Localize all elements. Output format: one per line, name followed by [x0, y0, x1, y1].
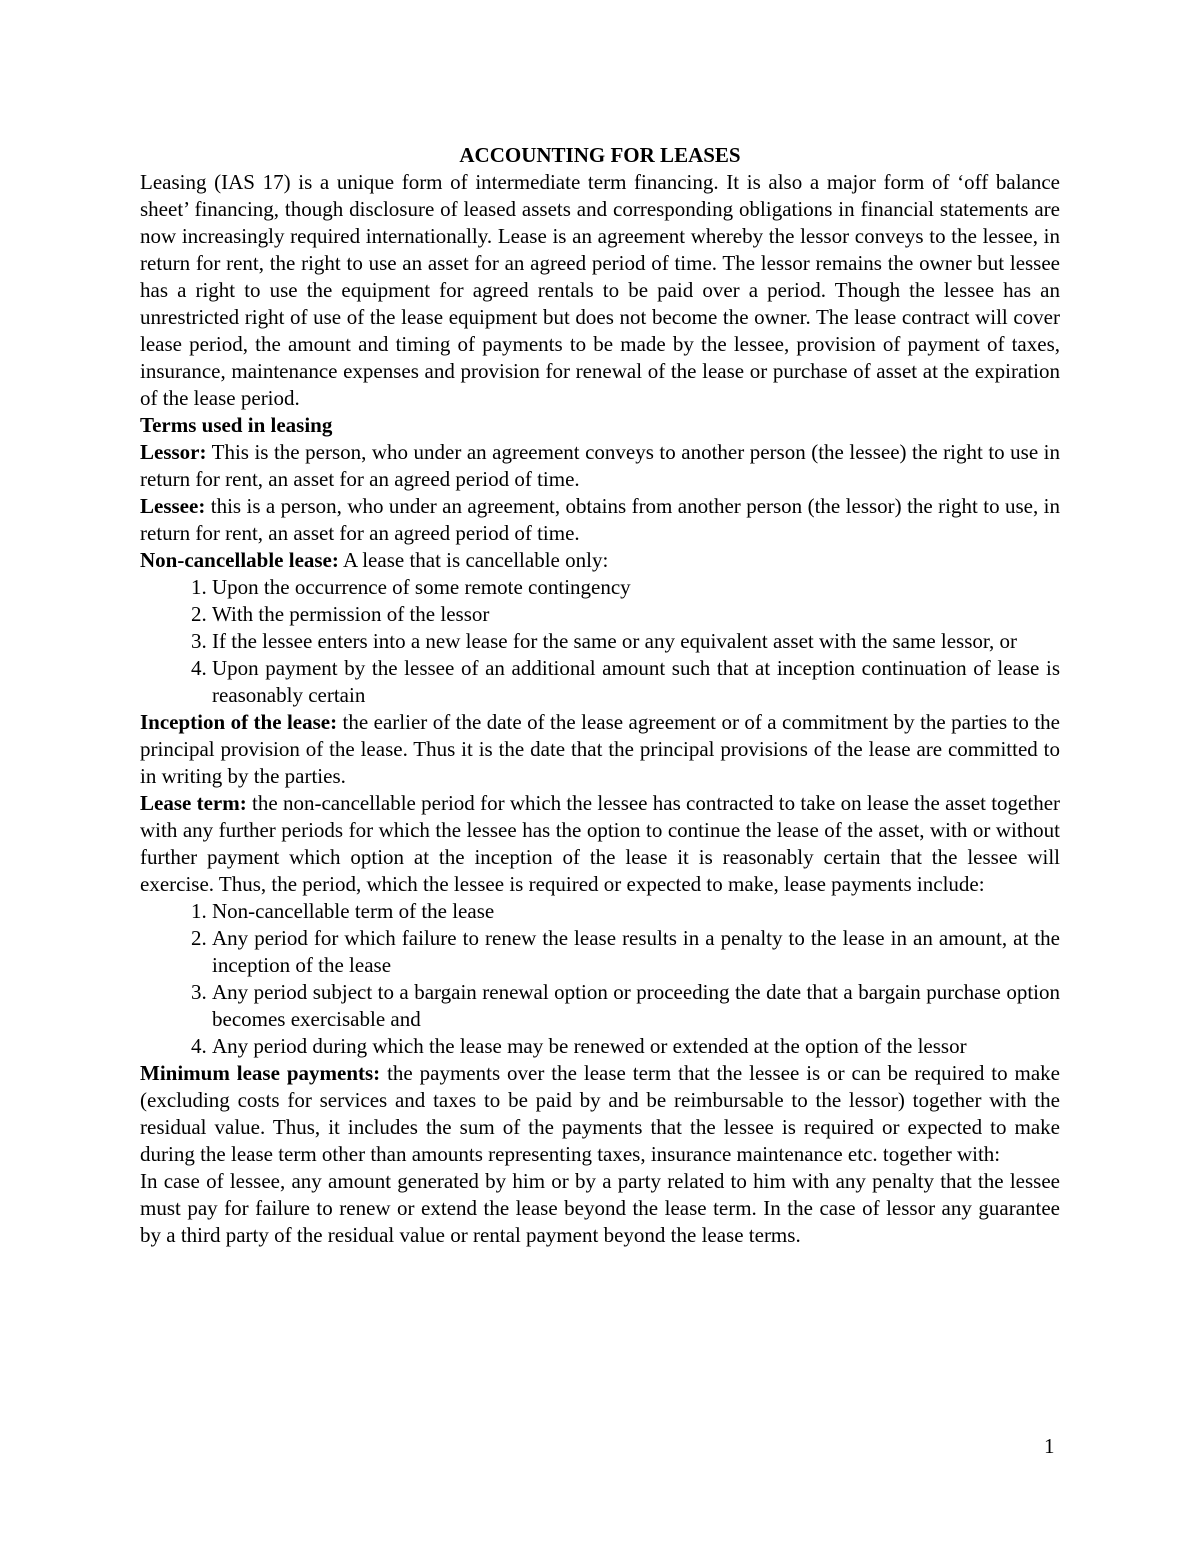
lessor-definition — [140, 439, 1060, 493]
list-item: 3. If the lessee enters into a new lease for the same or any equivalent asset with the same lessor, or — [212, 628, 1060, 655]
minimum-payments-term: Minimum lease payments: — [140, 1061, 381, 1085]
list-item: 4. Upon payment by the lessee of an additional amount such that at inception continuation of lease is reasonably certain — [212, 655, 1060, 709]
page-number: 1 — [1044, 1434, 1055, 1458]
list-item: 4. Any period during which the lease may be renewed or extended at the option of the lessor — [212, 1033, 1060, 1060]
lease-term-text: the non-cancellable period for which the lessee has contracted to take on lease the asset together with any further periods for which the lessee has the option to continue the lease of the asset, with or without further payment which option at the inception of the lease it is reasonably certain that the lessee will exercise. Thus, the period, which the lessee is required or expected to make, lease payments include: — [140, 791, 1061, 896]
closing-paragraph: In case of lessee, any amount generated by him or by a party related to him with any penalty that the lessee must pay for failure to renew or extend the lease beyond the lease term. In the case of lessor any guarantee by a third party of the residual value or rental payment beyond the lease terms. — [140, 1169, 1060, 1247]
list-item: 1. Upon the occurrence of some remote contingency — [212, 574, 1060, 601]
lessee-text: this is a person, who under an agreement, obtains from another person (the lessor) the right to use, in return for rent, an asset for an agreed period of time. — [140, 494, 1060, 545]
document-page — [140, 142, 1060, 1249]
document-title: ACCOUNTING FOR LEASES — [459, 143, 741, 167]
lessee-definition — [140, 493, 1060, 547]
non-cancellable-term: Non-cancellable lease: — [140, 548, 339, 572]
lessee-term: Lessee: — [140, 494, 206, 518]
list-item: 2. With the permission of the lessor — [212, 601, 1060, 628]
list-item: 3. Any period subject to a bargain renewal option or proceeding the date that a bargain purchase option becomes exercisable and — [212, 979, 1060, 1033]
lease-term-list — [140, 898, 1060, 1060]
list-item: 2. Any period for which failure to renew the lease results in a penalty to the lease in an amount, at the inception of the lease — [212, 925, 1060, 979]
inception-text: the earlier of the date of the lease agreement or of a commitment by the parties to the principal provision of the lease. Thus it is the date that the principal provisions of the lease are committed to in writing by the parties. — [140, 710, 1060, 788]
list-item: 1. Non-cancellable term of the lease — [212, 898, 1060, 925]
minimum-payments-definition — [140, 1060, 1060, 1168]
inception-definition — [140, 709, 1060, 790]
lease-term-definition — [140, 790, 1060, 898]
inception-term: Inception of the lease: — [140, 710, 338, 734]
lessor-text: This is the person, who under an agreement conveys to another person (the lessee) the right to use in return for rent, an asset for an agreed period of time. — [140, 440, 1060, 491]
minimum-payments-text: the payments over the lease term that the lessee is or can be required to make (excluding costs for services and taxes to be paid by and be reimbursable to the lessor) together with the residual value. Thus, it includes the sum of the payments that the lessee is required or expected to make during the lease term other than amounts representing taxes, insurance maintenance etc. together with: — [140, 1061, 1060, 1166]
terms-heading: Terms used in leasing — [140, 413, 333, 437]
non-cancellable-text: A lease that is cancellable only: — [338, 548, 609, 572]
non-cancellable-list — [140, 574, 1060, 709]
lease-term-term: Lease term: — [140, 791, 247, 815]
lessor-term: Lessor: — [140, 440, 207, 464]
intro-paragraph: Leasing (IAS 17) is a unique form of intermediate term financing. It is also a major form of ‘off balance sheet’ financing, though disclosure of leased assets and corresponding obligations in financial statements are now increasingly required internationally. Lease is an agreement whereby the lessor conveys to the lessee, in return for rent, the right to use an asset for an agreed period of time. The lessor remains the owner but lessee has a right to use the equipment for agreed rentals to be paid over a period. Though the lessee has an unrestricted right of use of the lease equipment but does not become the owner. The lease contract will cover lease period, the amount and timing of payments to be made by the lessee, provision of payment of taxes, insurance, maintenance expenses and provision for renewal of the lease or purchase of asset at the expiration of the lease period. — [140, 170, 1060, 410]
non-cancellable-definition — [140, 547, 1060, 574]
